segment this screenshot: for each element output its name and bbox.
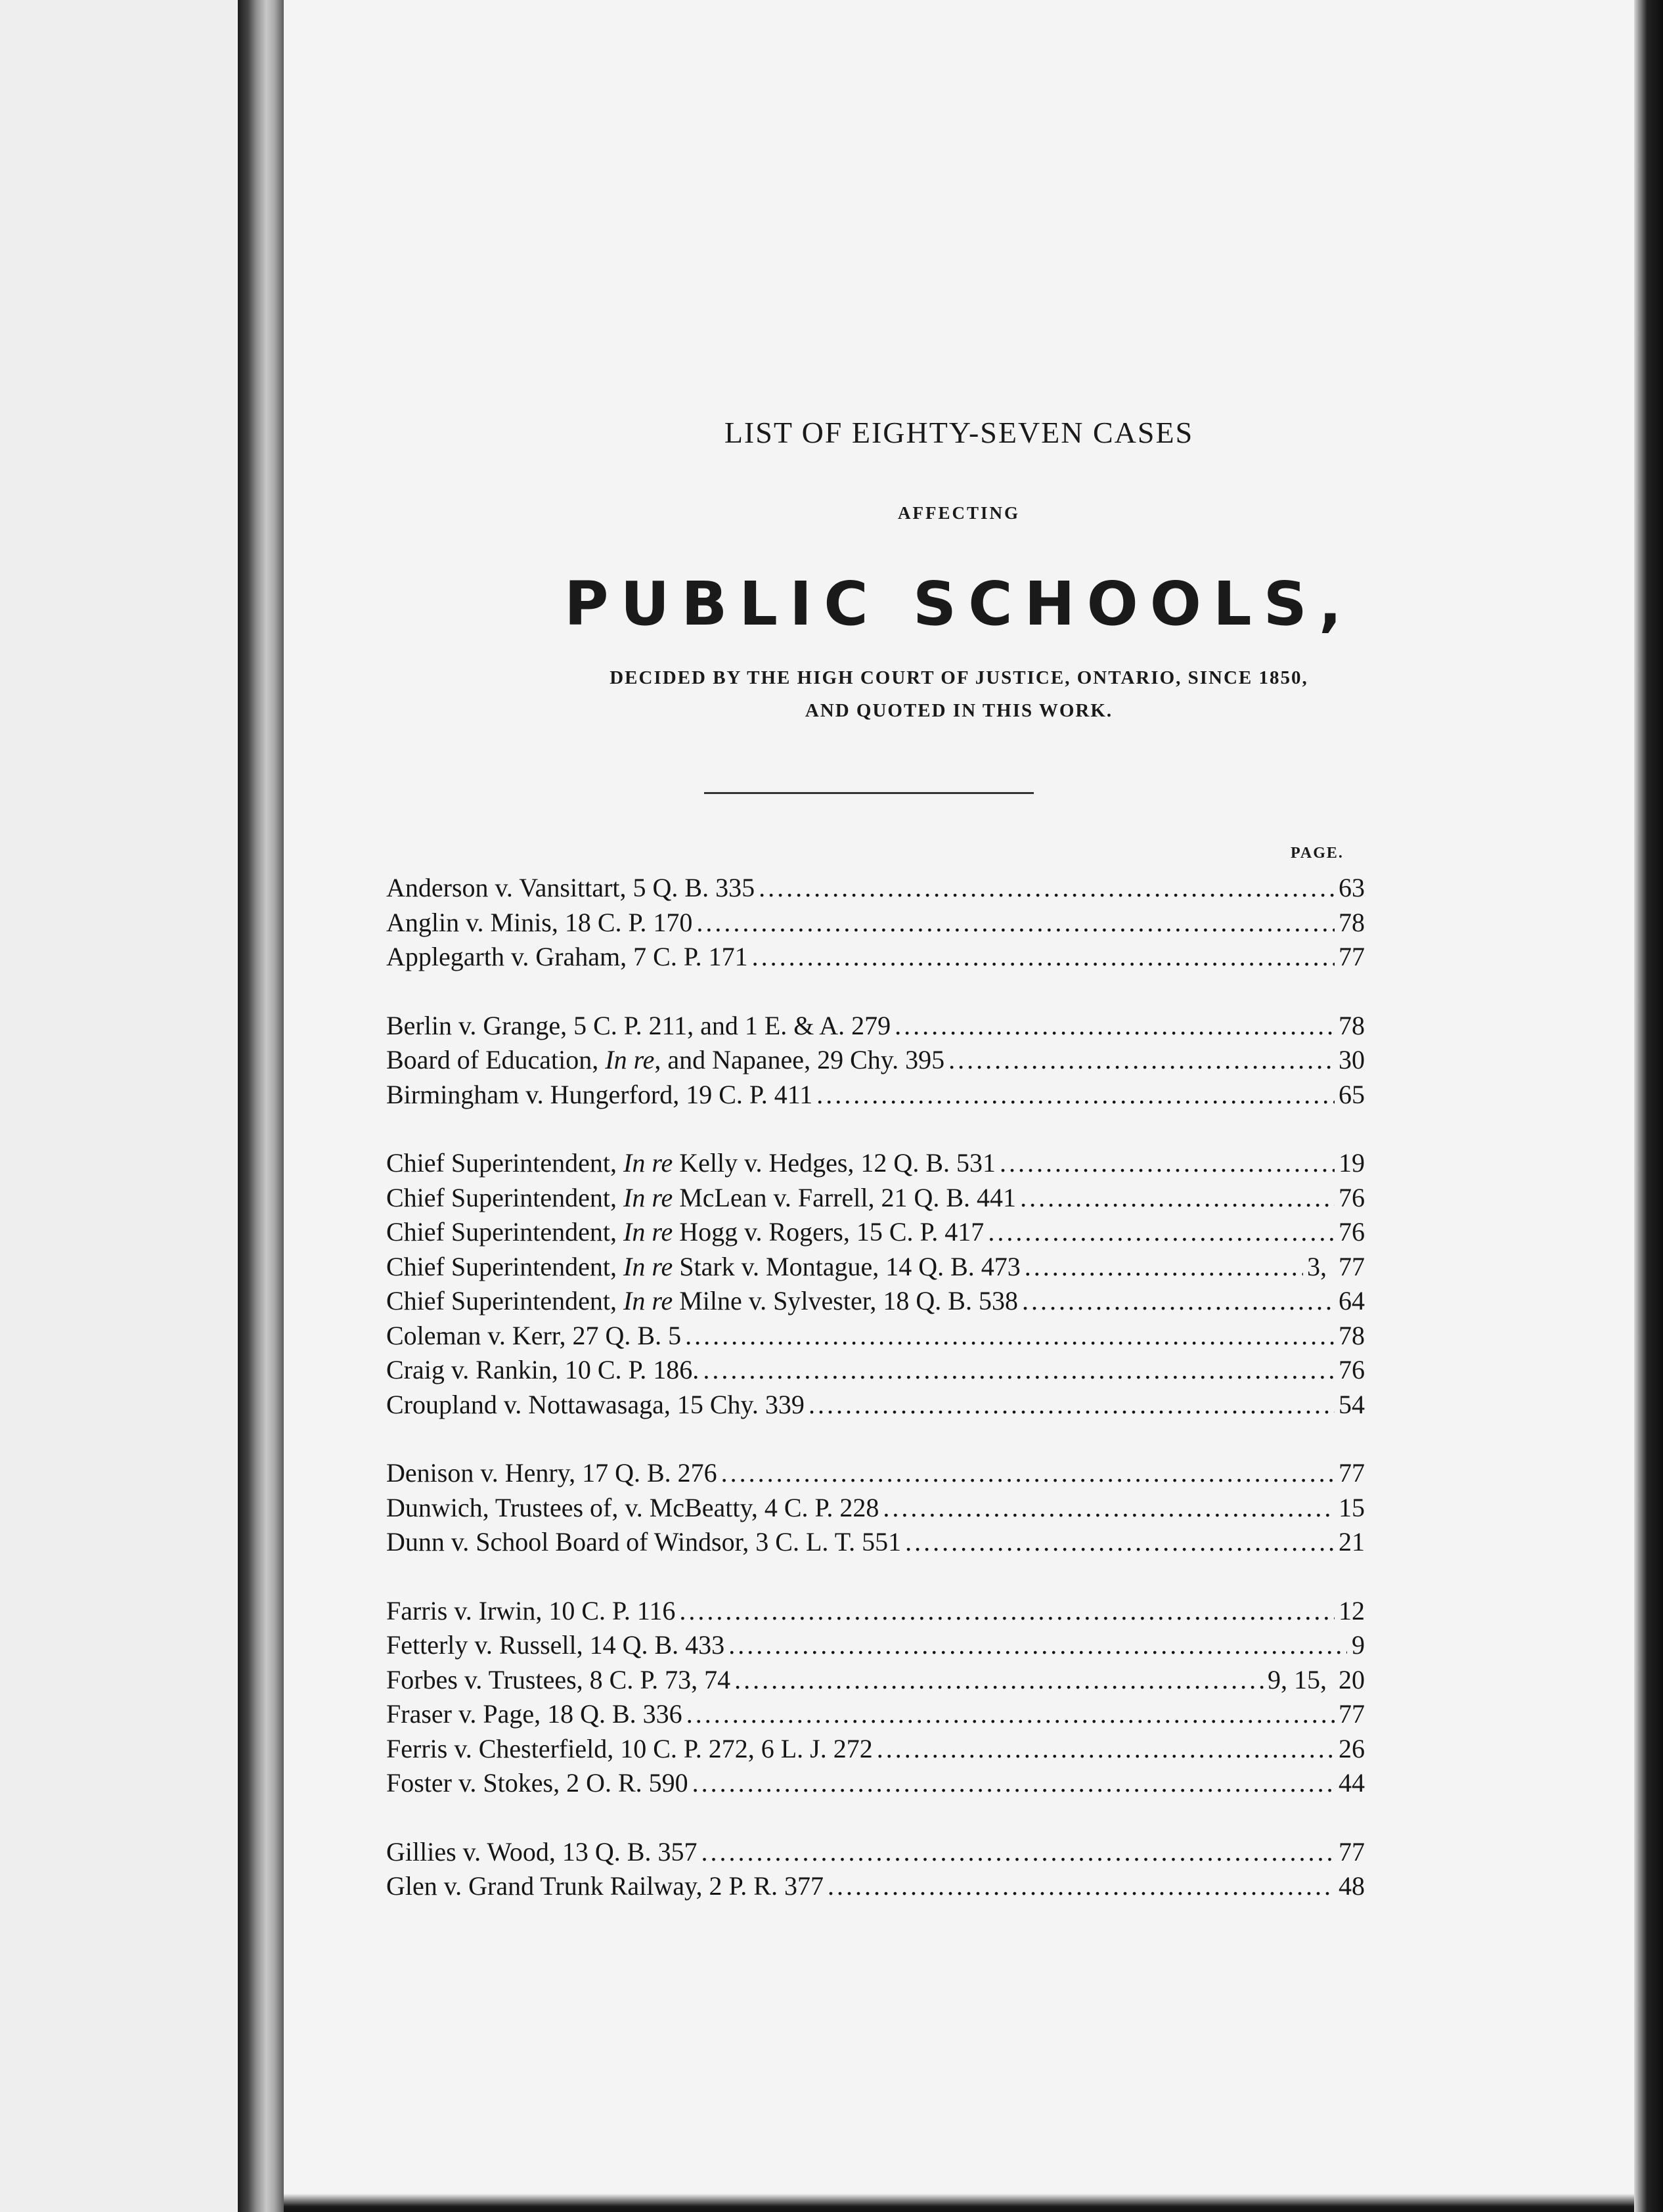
case-title-text: Coleman v. Kerr, 27 Q. B. 5 <box>386 1320 682 1350</box>
case-entry <box>386 1628 1365 1663</box>
case-entry <box>386 1353 1365 1388</box>
case-list <box>386 871 1365 1938</box>
dot-leader <box>703 1353 1335 1388</box>
left-margin <box>0 0 236 2212</box>
case-entry <box>386 1388 1365 1423</box>
case-entry <box>386 1869 1365 1904</box>
case-title-text: Board of Education, <box>386 1045 606 1074</box>
case-page-number: 30 <box>1339 1045 1365 1074</box>
dot-leader <box>721 1456 1335 1491</box>
right-scan-edge <box>1634 0 1663 2212</box>
dot-leader <box>809 1388 1335 1423</box>
case-entry <box>386 1009 1365 1044</box>
case-title <box>386 940 748 975</box>
case-title <box>386 1628 724 1663</box>
page-title: PUBLIC SCHOOLS, <box>564 569 1354 639</box>
case-title-text: Fraser v. Page, 18 Q. B. 336 <box>386 1699 682 1729</box>
case-page-number: 77 <box>1339 1699 1365 1729</box>
case-title-text: Kelly v. Hedges, 12 Q. B. 531 <box>673 1148 996 1178</box>
dot-leader <box>1025 1250 1303 1285</box>
case-page-number: 76 <box>1339 1182 1365 1212</box>
case-entry <box>386 940 1365 975</box>
case-entry <box>386 1181 1365 1216</box>
case-title <box>386 1697 682 1732</box>
case-title <box>386 1353 699 1388</box>
dot-leader <box>905 1525 1335 1560</box>
case-page-number: 63 <box>1339 873 1365 902</box>
case-page-number: 78 <box>1339 907 1365 937</box>
case-title-text: Ferris v. Chesterfield, 10 C. P. 272, 6 L. J. 272 <box>386 1733 873 1763</box>
case-title <box>386 1766 688 1801</box>
case-title-text: Farris v. Irwin, 10 C. P. 116 <box>386 1595 676 1626</box>
case-entry <box>386 1284 1365 1319</box>
case-page-number: 26 <box>1339 1733 1365 1763</box>
case-title <box>386 1869 824 1904</box>
dot-leader <box>685 1319 1335 1354</box>
dot-leader <box>1000 1146 1335 1181</box>
case-entry <box>386 1250 1365 1285</box>
case-entry <box>386 1146 1365 1181</box>
heading-decided-by: DECIDED BY THE HIGH COURT OF JUSTICE, ONTARIO, SINCE 1850, <box>610 667 1308 688</box>
case-title-italic: In re <box>623 1182 673 1212</box>
case-title-text: Chief Superintendent, <box>386 1182 624 1212</box>
case-title-text: Anderson v. Vansittart, 5 Q. B. 335 <box>386 873 755 902</box>
case-page-number: 54 <box>1339 1389 1365 1419</box>
case-page-number: 77 <box>1339 1251 1365 1281</box>
dot-leader <box>759 871 1335 906</box>
case-page-number: 12 <box>1339 1595 1365 1626</box>
case-title <box>386 1250 1021 1285</box>
case-entry <box>386 1078 1365 1113</box>
case-title <box>386 1491 879 1526</box>
case-title-text: Chief Superintendent, <box>386 1286 624 1316</box>
dot-leader <box>686 1697 1335 1732</box>
dot-leader <box>734 1663 1264 1698</box>
case-title-italic: In re <box>605 1045 655 1074</box>
case-entry <box>386 1215 1365 1250</box>
dot-leader <box>701 1835 1335 1870</box>
case-title-text: Dunwich, Trustees of, v. McBeatty, 4 C. P. 228 <box>386 1492 879 1522</box>
case-title-text: Applegarth v. Graham, 7 C. P. 171 <box>386 942 748 971</box>
case-title-text: Chief Superintendent, <box>386 1217 624 1247</box>
case-page-number: 77 <box>1339 1458 1365 1488</box>
case-page-number: 78 <box>1339 1320 1365 1350</box>
case-title-text: Chief Superintendent, <box>386 1251 624 1281</box>
case-entry <box>386 1835 1365 1870</box>
case-group <box>386 1146 1365 1422</box>
case-title-text: Dunn v. School Board of Windsor, 3 C. L. T. 551 <box>386 1527 902 1557</box>
case-title-text: Forbes v. Trustees, 8 C. P. 73, 74 <box>386 1664 731 1694</box>
book-spine <box>238 0 284 2212</box>
case-entry <box>386 1491 1365 1526</box>
case-entry <box>386 1525 1365 1560</box>
dot-leader <box>895 1009 1335 1044</box>
case-title-text: , and Napanee, 29 Chy. 395 <box>654 1045 945 1074</box>
dot-leader <box>692 1766 1335 1801</box>
dot-leader <box>988 1215 1335 1250</box>
heading-quoted: AND QUOTED IN THIS WORK. <box>805 700 1113 721</box>
case-title-text: Birmingham v. Hungerford, 19 C. P. 411 <box>386 1079 813 1109</box>
case-title <box>386 1181 1016 1216</box>
bottom-scan-edge <box>284 2194 1634 2212</box>
case-title <box>386 1319 681 1354</box>
case-page-number: 48 <box>1339 1871 1365 1901</box>
case-title-italic: In re <box>623 1251 673 1281</box>
case-title <box>386 1215 984 1250</box>
case-page-number: 9 <box>1352 1630 1365 1660</box>
case-title-text: Hogg v. Rogers, 15 C. P. 417 <box>673 1217 985 1247</box>
case-page-number: 20 <box>1339 1664 1365 1694</box>
case-title <box>386 1835 697 1870</box>
case-entry <box>386 1663 1365 1698</box>
case-entry <box>386 871 1365 906</box>
case-title-text: Gillies v. Wood, 13 Q. B. 357 <box>386 1836 698 1867</box>
case-title-text: Croupland v. Nottawasaga, 15 Chy. 339 <box>386 1389 805 1419</box>
case-title-text: Berlin v. Grange, 5 C. P. 211, and 1 E. & A. 279 <box>386 1010 891 1040</box>
case-entry <box>386 1456 1365 1491</box>
dot-leader <box>728 1628 1347 1663</box>
case-page-number: 76 <box>1339 1217 1365 1247</box>
case-title-text: Glen v. Grand Trunk Railway, 2 P. R. 377 <box>386 1871 824 1901</box>
case-group <box>386 871 1365 975</box>
case-title <box>386 906 692 940</box>
case-title <box>386 1594 675 1629</box>
case-title <box>386 1525 901 1560</box>
case-entry <box>386 1697 1365 1732</box>
case-title <box>386 1146 996 1181</box>
case-group <box>386 1009 1365 1113</box>
dot-leader <box>828 1869 1335 1904</box>
case-group <box>386 1835 1365 1904</box>
case-page-number: 77 <box>1339 1836 1365 1867</box>
case-page-number: 21 <box>1339 1527 1365 1557</box>
case-title <box>386 1732 873 1767</box>
dot-leader <box>877 1732 1335 1767</box>
case-page-number: 78 <box>1339 1010 1365 1040</box>
case-extra-pages: 3, <box>1307 1251 1327 1281</box>
case-title-text: Stark v. Montague, 14 Q. B. 473 <box>673 1251 1021 1281</box>
case-entry <box>386 1319 1365 1354</box>
dot-leader <box>679 1594 1335 1629</box>
case-title-italic: In re <box>623 1286 673 1316</box>
dot-leader <box>1020 1181 1335 1216</box>
case-page-number: 44 <box>1339 1768 1365 1798</box>
case-title-text: Craig v. Rankin, 10 C. P. 186. <box>386 1355 699 1384</box>
case-title <box>386 1456 717 1491</box>
case-entry <box>386 1732 1365 1767</box>
case-entry <box>386 906 1365 940</box>
dot-leader <box>948 1043 1335 1078</box>
case-title-text: Fetterly v. Russell, 14 Q. B. 433 <box>386 1630 725 1660</box>
case-title-text: Denison v. Henry, 17 Q. B. 276 <box>386 1458 717 1488</box>
case-page-number: 76 <box>1339 1355 1365 1384</box>
case-entry <box>386 1766 1365 1801</box>
page-column-header: PAGE. <box>1291 845 1344 862</box>
case-page-number: 77 <box>1339 942 1365 971</box>
heading-list-of-cases: LIST OF EIGHTY-SEVEN CASES <box>724 416 1194 449</box>
case-title <box>386 1663 730 1698</box>
dot-leader <box>696 906 1335 940</box>
case-title-italic: In re <box>623 1217 673 1247</box>
case-group <box>386 1594 1365 1801</box>
case-title <box>386 1043 944 1078</box>
case-page-number: 65 <box>1339 1079 1365 1109</box>
case-title-text: Chief Superintendent, <box>386 1148 624 1178</box>
case-title <box>386 871 755 906</box>
case-title-italic: In re <box>623 1148 673 1178</box>
case-entry <box>386 1043 1365 1078</box>
case-title <box>386 1388 805 1423</box>
case-title <box>386 1009 891 1044</box>
heading-affecting: AFFECTING <box>897 503 1020 523</box>
dot-leader <box>1022 1284 1335 1319</box>
case-title-text: Milne v. Sylvester, 18 Q. B. 538 <box>673 1286 1018 1316</box>
dot-leader <box>752 940 1335 975</box>
case-page-number: 15 <box>1339 1492 1365 1522</box>
case-title <box>386 1078 812 1113</box>
case-title-text: McLean v. Farrell, 21 Q. B. 441 <box>673 1182 1017 1212</box>
case-title-text: Anglin v. Minis, 18 C. P. 170 <box>386 907 693 937</box>
case-entry <box>386 1594 1365 1629</box>
case-title <box>386 1284 1018 1319</box>
dot-leader <box>883 1491 1335 1526</box>
divider-rule <box>704 792 1034 794</box>
case-group <box>386 1456 1365 1560</box>
case-page-number: 64 <box>1339 1286 1365 1316</box>
dot-leader <box>816 1078 1335 1113</box>
case-page-number: 19 <box>1339 1148 1365 1178</box>
case-title-text: Foster v. Stokes, 2 O. R. 590 <box>386 1768 688 1798</box>
case-extra-pages: 9, 15, <box>1268 1664 1327 1694</box>
